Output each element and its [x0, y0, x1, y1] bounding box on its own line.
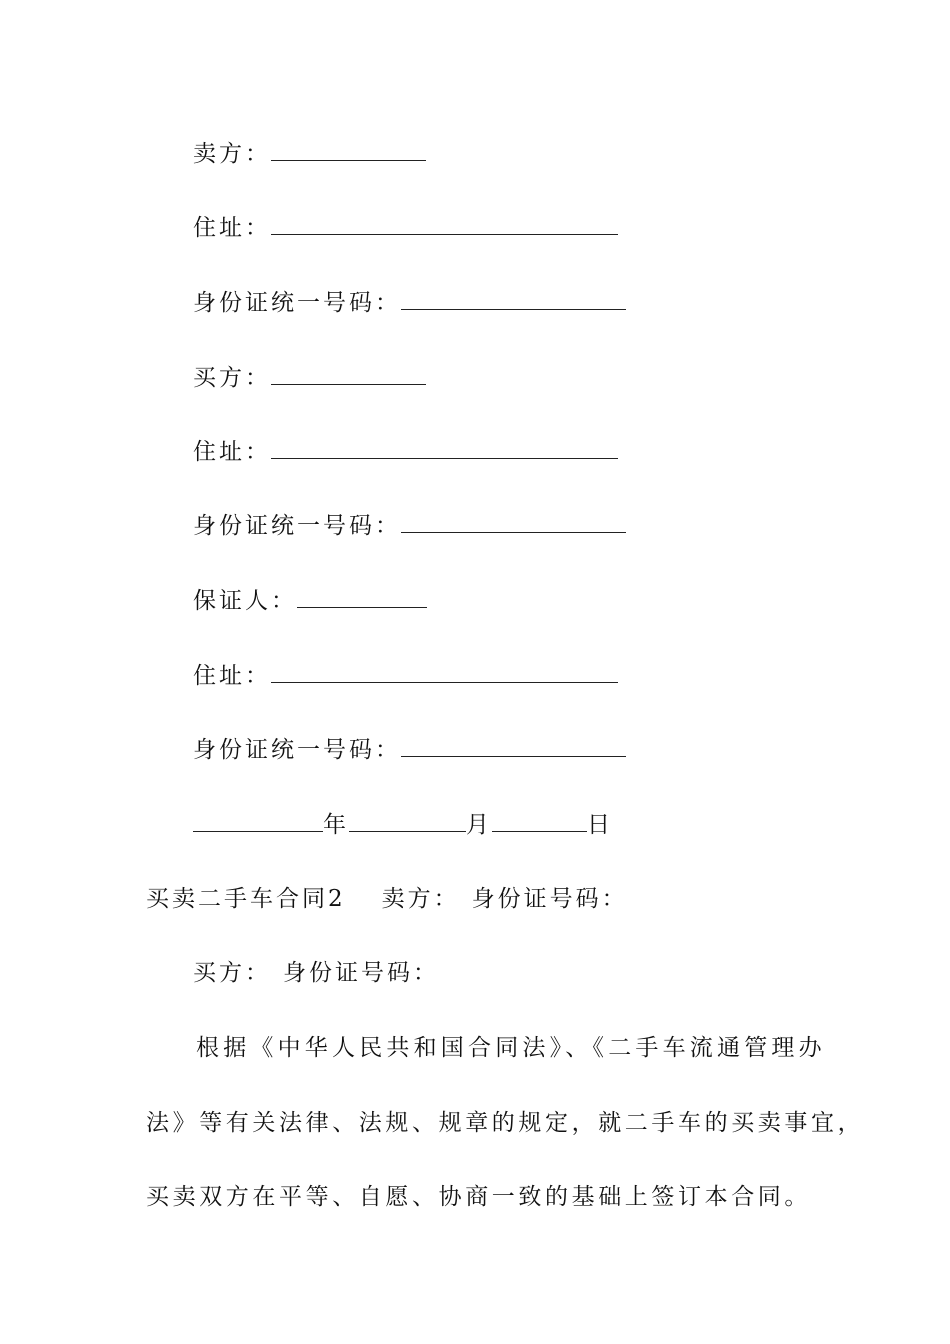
buyer-field	[193, 362, 426, 393]
guarantor-address-blank[interactable]	[271, 660, 618, 683]
paragraph-line-1: 根据《中华人民共和国合同法》、《二手车流通管理办	[196, 1035, 826, 1061]
guarantor-field	[193, 585, 427, 616]
guarantor-id-label: 身份证统一号码：	[193, 737, 401, 763]
seller-blank[interactable]	[271, 138, 426, 161]
seller-id-field	[193, 287, 626, 318]
guarantor-label: 保证人：	[193, 588, 297, 614]
month-blank[interactable]	[349, 809, 466, 832]
day-label: 日	[587, 812, 613, 838]
month-label: 月	[466, 812, 492, 838]
buyer-label: 买方：	[193, 365, 271, 391]
buyer-blank[interactable]	[271, 362, 426, 385]
buyer-address-label: 住址：	[193, 439, 271, 465]
seller-field	[193, 138, 426, 169]
buyer-id-field	[193, 510, 626, 541]
guarantor-id-field	[193, 734, 626, 765]
paragraph-line-2: 法》等有关法律、法规、规章的规定，就二手车的买卖事宜，	[146, 1110, 865, 1136]
seller-label: 卖方：	[193, 141, 271, 167]
year-label: 年	[323, 812, 349, 838]
guarantor-address-field	[193, 660, 618, 691]
paragraph-line-3: 买卖双方在平等、自愿、协商一致的基础上签订本合同。	[146, 1184, 811, 1210]
year-blank[interactable]	[193, 809, 323, 832]
seller-address-blank[interactable]	[271, 212, 618, 235]
guarantor-blank[interactable]	[297, 585, 427, 608]
contract2-seller-id-label: 身份证号码：	[471, 886, 628, 912]
seller-id-label: 身份证统一号码：	[193, 290, 401, 316]
guarantor-id-blank[interactable]	[401, 734, 626, 757]
buyer-id-label: 身份证统一号码：	[193, 513, 401, 539]
contract2-buyer-id-label: 身份证号码：	[283, 960, 439, 986]
buyer-id-blank[interactable]	[401, 510, 626, 533]
seller-address-label: 住址：	[193, 215, 271, 241]
seller-id-blank[interactable]	[401, 287, 626, 310]
guarantor-address-label: 住址：	[193, 663, 271, 689]
seller-address-field	[193, 212, 618, 243]
contract2-buyer-line	[193, 958, 439, 988]
buyer-address-blank[interactable]	[271, 436, 618, 459]
day-blank[interactable]	[492, 809, 587, 832]
contract2-title: 买卖二手车合同2	[146, 886, 346, 912]
contract2-buyer-label: 买方：	[193, 960, 271, 986]
contract2-seller-label: 卖方：	[381, 886, 460, 912]
contract2-heading-line	[146, 884, 628, 914]
buyer-address-field	[193, 436, 618, 467]
date-line	[193, 809, 613, 840]
